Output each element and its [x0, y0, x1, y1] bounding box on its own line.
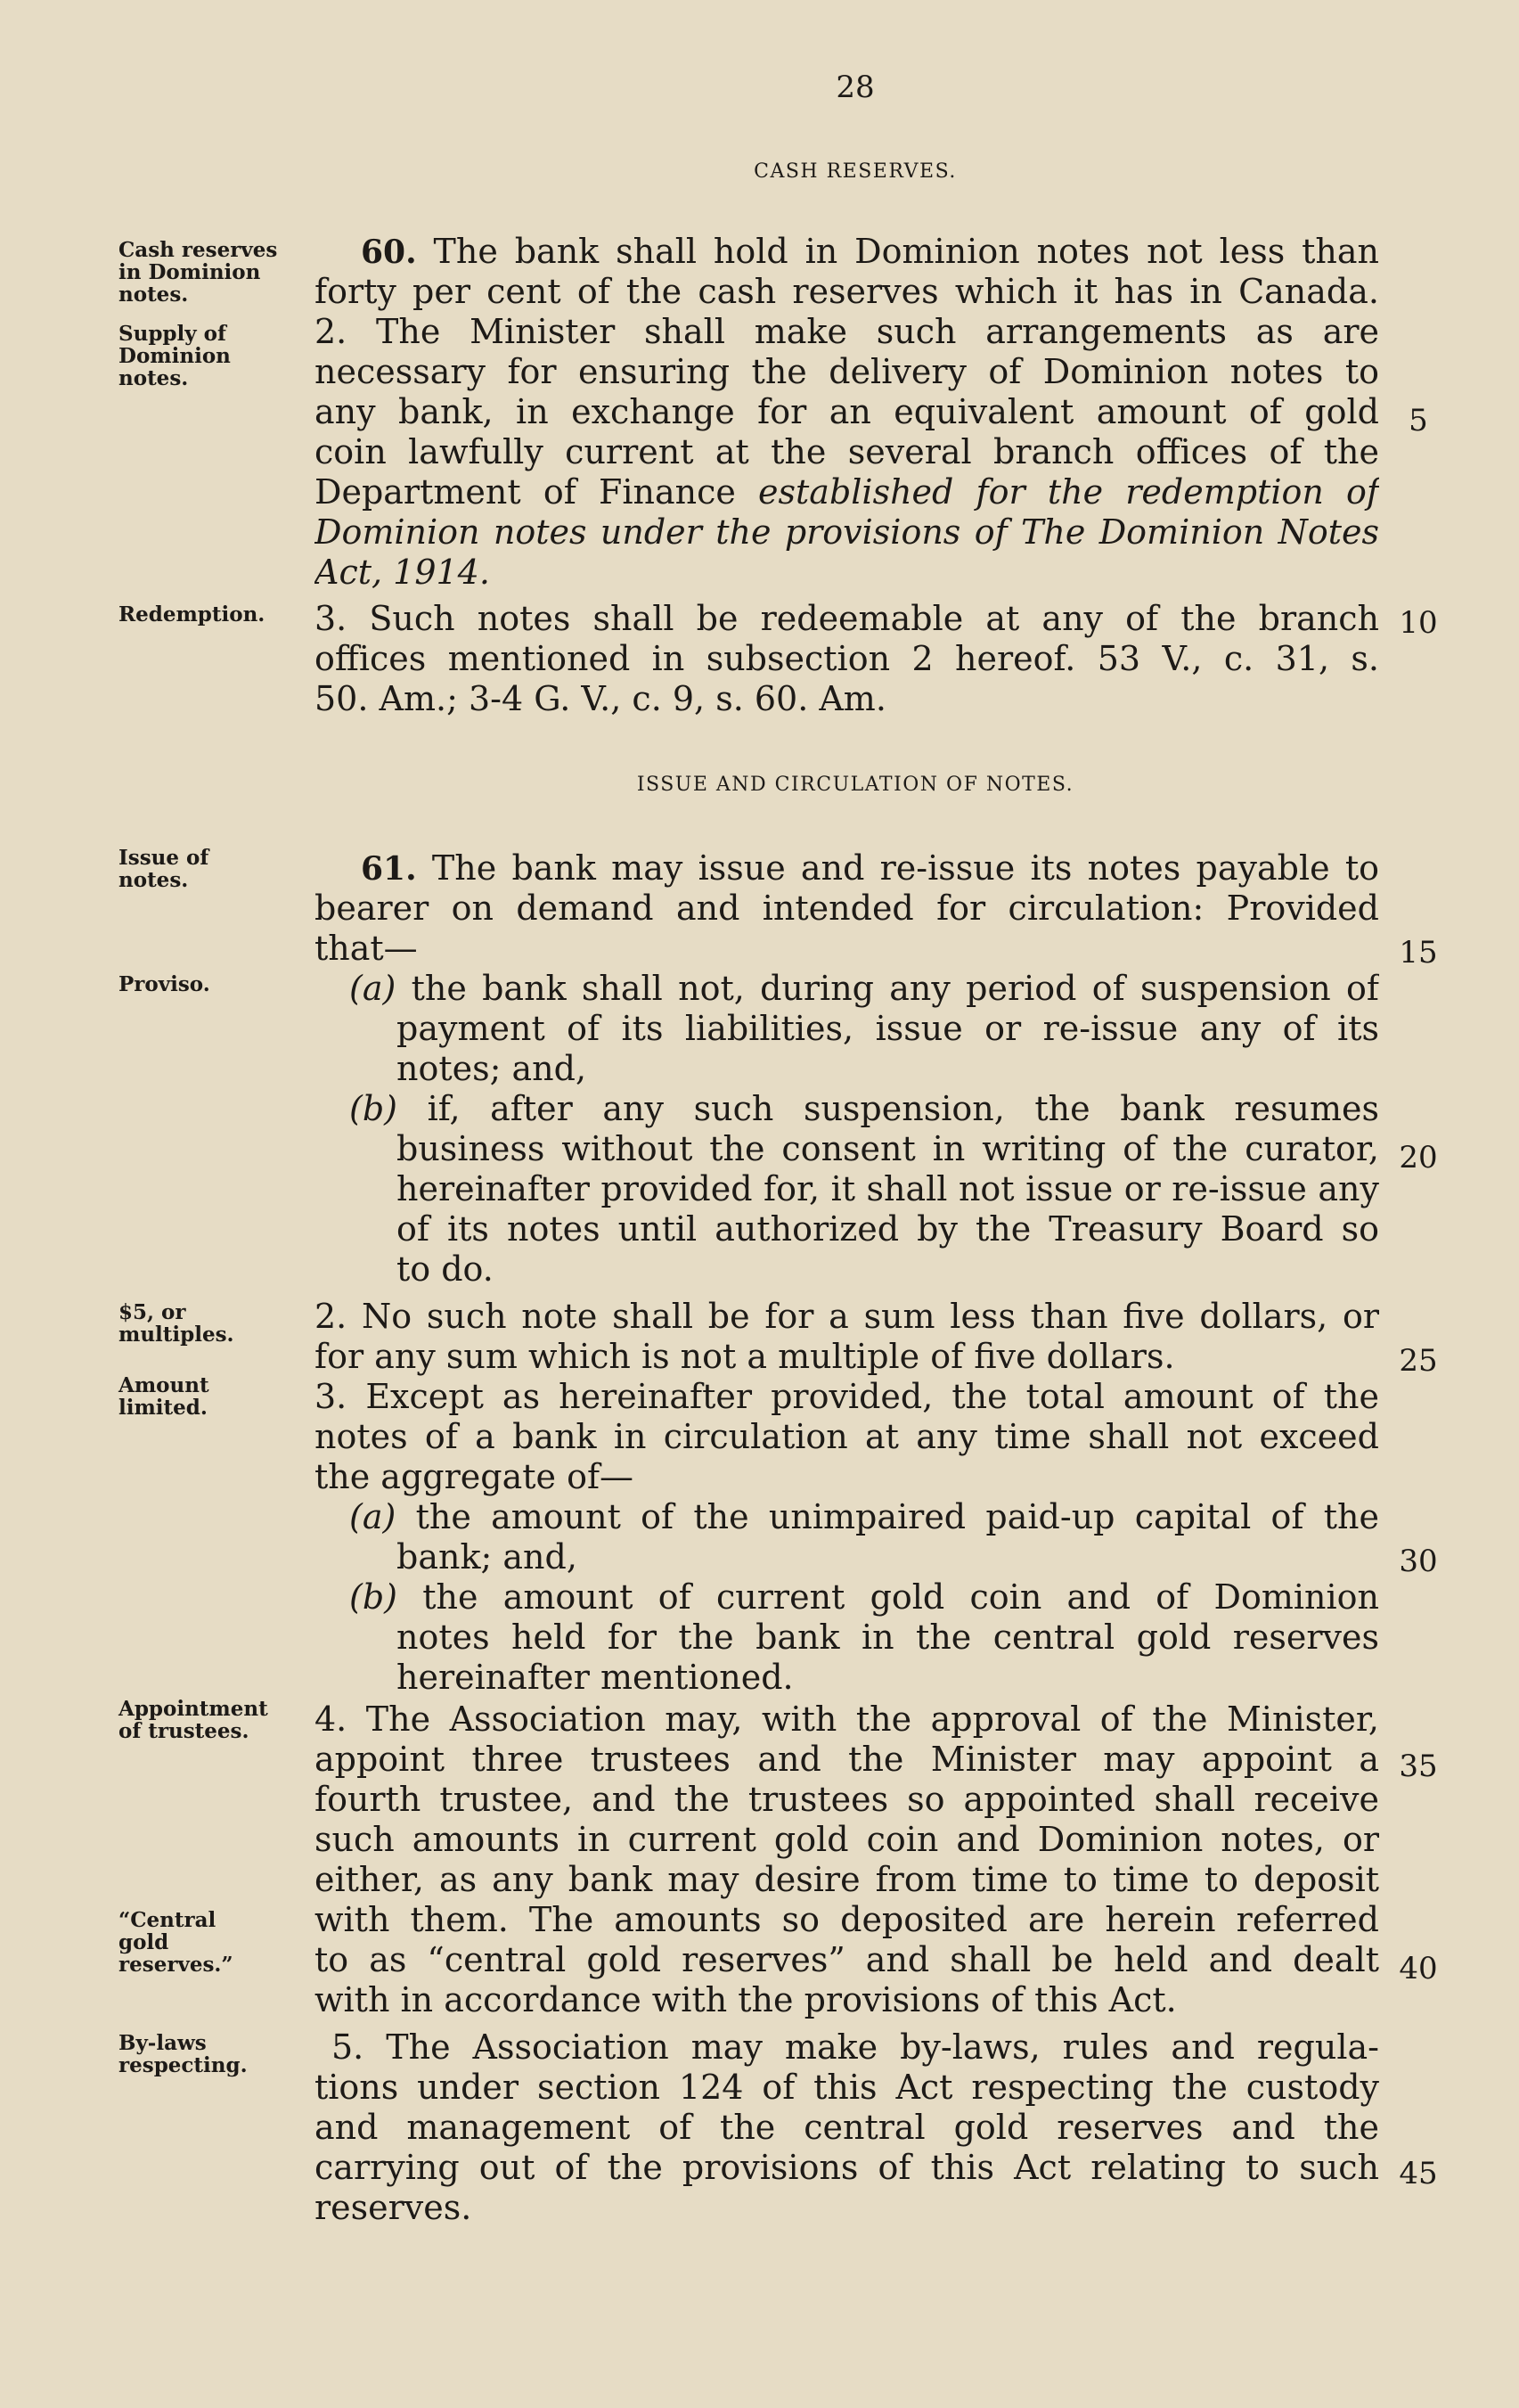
text-line: such amounts in current gold coin and Dominion notes, or	[314, 1820, 1379, 1859]
line-number: 30	[1399, 1544, 1438, 1579]
text-line: the aggregate of—	[314, 1457, 634, 1496]
text-line: with them. The amounts so deposited are herein referred	[314, 1900, 1379, 1939]
margin-note-redemption: Redemption.	[118, 602, 265, 627]
text-line: (b) if, after any such suspension, the bank resumes	[349, 1089, 1379, 1128]
text-line: Dominion notes under the provisions of The Dominion Notes	[314, 512, 1379, 552]
text-line: bank; and,	[396, 1537, 577, 1577]
text-line: 61. The bank may issue and re-issue its notes payable to	[361, 848, 1379, 888]
margin-note-central-gold: “Central gold reserves.”	[118, 1908, 233, 1977]
text-line: any bank, in exchange for an equivalent amount of gold	[314, 392, 1379, 431]
text-line: Department of Finance established for the redemption of	[314, 472, 1379, 512]
text-line: that—	[314, 929, 418, 968]
text-line: 3. Such notes shall be redeemable at any of the branch	[314, 599, 1379, 638]
text-line: carrying out of the provisions of this Act relating to such	[314, 2148, 1379, 2187]
text-line: and management of the central gold reserves and the	[314, 2108, 1379, 2147]
text-line: hereinafter provided for, it shall not issue or re-issue any	[396, 1169, 1379, 1208]
margin-note-supply: Supply of Dominion notes.	[118, 322, 231, 390]
line-number: 35	[1399, 1749, 1438, 1784]
text-line: 3. Except as hereinafter provided, the total amount of the	[314, 1377, 1379, 1416]
text-line: (a) the bank shall not, during any period of suspension of	[349, 969, 1379, 1008]
text-line: business without the consent in writing of the curator,	[396, 1129, 1379, 1168]
text-line: (b) the amount of current gold coin and of Dominion	[349, 1577, 1379, 1617]
text-line: 50. Am.; 3-4 G. V., c. 9, s. 60. Am.	[314, 679, 886, 718]
text-line: notes of a bank in circulation at any time shall not exceed	[314, 1417, 1379, 1456]
section-number: 60.	[361, 233, 417, 271]
line-number: 15	[1399, 935, 1438, 971]
text-line: reserves.	[314, 2188, 472, 2227]
text-line: necessary for ensuring the delivery of Dominion notes to	[314, 352, 1379, 391]
line-number: 45	[1399, 2156, 1438, 2191]
line-number: 5	[1409, 403, 1428, 438]
text-line: 4. The Association may, with the approval of the Minister,	[314, 1700, 1379, 1739]
margin-note-cash-reserves: Cash reserves in Dominion notes.	[118, 238, 278, 307]
text-line: 60. The bank shall hold in Dominion notes not less than	[361, 232, 1379, 271]
margin-note-five-dollars: $5, or multiples.	[118, 1300, 234, 1347]
margin-note-trustees: Appointment of trustees.	[118, 1697, 268, 1743]
text-line: Act, 1914.	[314, 553, 490, 592]
margin-note-amount-limited: Amount limited.	[118, 1373, 209, 1420]
text-line: of its notes until authorized by the Treasury Board so	[396, 1209, 1379, 1249]
line-number: 25	[1399, 1343, 1438, 1379]
heading-cash-reserves: CASH RESERVES.	[754, 160, 957, 183]
text-line: with in accordance with the provisions of this Act.	[314, 1980, 1177, 2019]
text-line: 5. The Association may make by-laws, rules and regula-	[331, 2027, 1379, 2067]
margin-note-proviso: Proviso.	[118, 972, 210, 996]
text-line: fourth trustee, and the trustees so appointed shall receive	[314, 1780, 1379, 1819]
text-line: forty per cent of the cash reserves which it has in Canada.	[314, 272, 1379, 311]
text-line: hereinafter mentioned.	[396, 1658, 794, 1697]
text-line: offices mentioned in subsection 2 hereof. 53 V., c. 31, s.	[314, 639, 1379, 678]
text-line: 2. The Minister shall make such arrangements as are	[314, 312, 1379, 351]
text-line: notes; and,	[396, 1049, 587, 1088]
line-number: 40	[1399, 1951, 1438, 1986]
margin-note-bylaws: By-laws respecting.	[118, 2031, 248, 2077]
section-number: 61.	[361, 850, 417, 888]
line-number: 10	[1399, 605, 1438, 641]
line-number: 20	[1399, 1140, 1438, 1175]
margin-note-issue: Issue of notes.	[118, 846, 209, 892]
text-line: to do.	[396, 1249, 494, 1289]
text-line: coin lawfully current at the several branch offices of the	[314, 432, 1379, 471]
text-line: (a) the amount of the unimpaired paid-up capital of the	[349, 1497, 1379, 1536]
page-number: 28	[836, 70, 875, 105]
heading-issue-circulation: ISSUE AND CIRCULATION OF NOTES.	[636, 774, 1074, 796]
text-line: tions under section 124 of this Act respecting the custody	[314, 2068, 1379, 2107]
text-line: appoint three trustees and the Minister may appoint a	[314, 1740, 1379, 1779]
text-line: either, as any bank may desire from time to time to deposit	[314, 1860, 1379, 1899]
text-line: bearer on demand and intended for circulation: Provided	[314, 889, 1379, 928]
text-line: notes held for the bank in the central gold reserves	[396, 1618, 1379, 1657]
text-line: for any sum which is not a multiple of five dollars.	[314, 1337, 1175, 1376]
text-line: payment of its liabilities, issue or re-issue any of its	[396, 1009, 1379, 1048]
text-line: 2. No such note shall be for a sum less than five dollars, or	[314, 1297, 1379, 1336]
text-line: to as “central gold reserves” and shall be held and dealt	[314, 1940, 1379, 1979]
